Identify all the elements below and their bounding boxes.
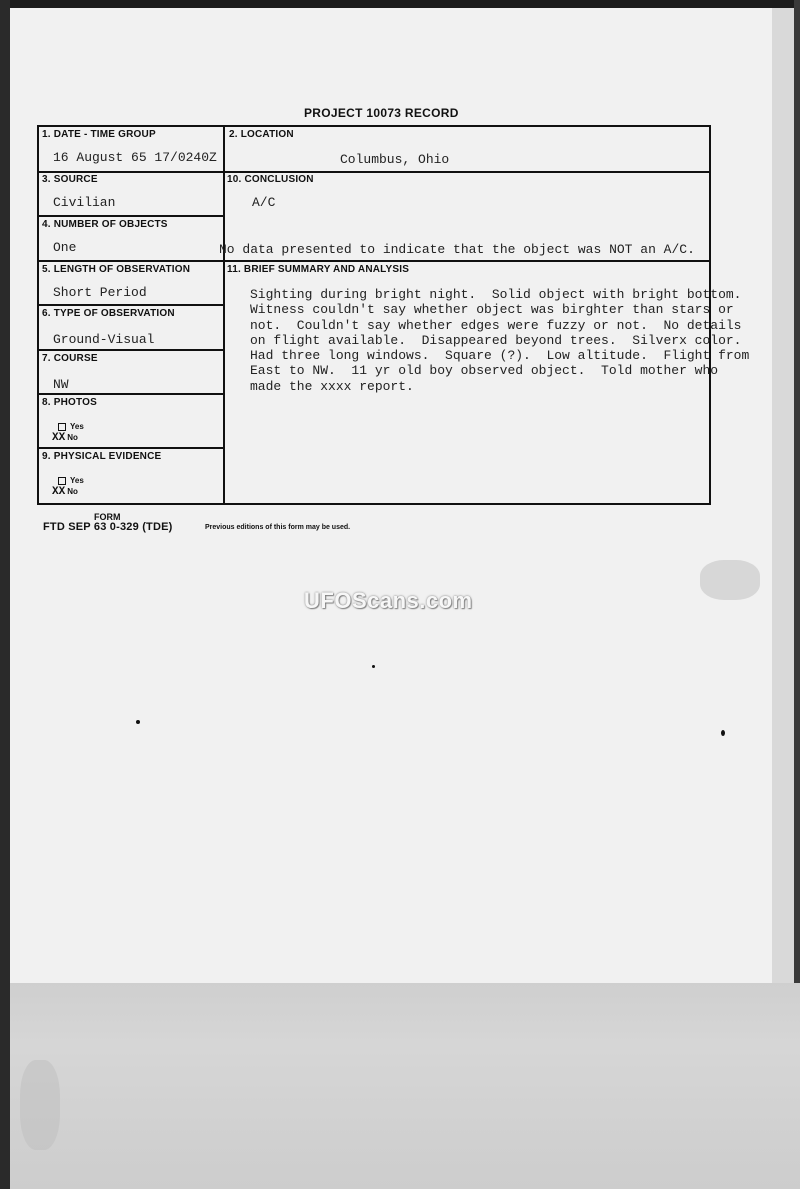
- summary-line: Witness couldn't say whether object was birghter than stars or: [250, 302, 734, 318]
- column-divider: [223, 127, 225, 503]
- num-objects-label: 4. NUMBER OF OBJECTS: [42, 219, 168, 230]
- scan-speck: [721, 730, 725, 736]
- summary-line: made the xxxx report.: [250, 378, 414, 394]
- row-divider: [39, 260, 223, 262]
- physical-no-mark: XX: [52, 486, 66, 498]
- physical-yes-label: Yes: [70, 476, 84, 485]
- summary-line: Had three long windows. Square (?). Low altitude. Flight from: [250, 348, 750, 364]
- watermark: UFOScans.com: [304, 588, 473, 613]
- row-divider: [39, 349, 223, 351]
- scan-edge-left: [0, 0, 10, 1189]
- location-label: 2. LOCATION: [229, 129, 294, 140]
- length-label: 5. LENGTH OF OBSERVATION: [42, 264, 191, 275]
- photos-label: 8. PHOTOS: [42, 397, 97, 408]
- photos-yes-label: Yes: [70, 422, 84, 431]
- course-value: NW: [53, 377, 69, 392]
- scan-speck: [372, 665, 375, 668]
- row-divider: [39, 447, 223, 449]
- source-value: Civilian: [53, 195, 116, 210]
- physical-no-option: [52, 486, 78, 498]
- row-divider: [223, 260, 711, 262]
- checkbox-icon: [58, 477, 66, 485]
- footer-note: Previous editions of this form may be used.: [205, 524, 351, 531]
- summary-line: East to NW. 11 yr old boy observed object. Told mother who: [250, 363, 719, 379]
- summary-line: Sighting during bright night. Solid object with bright bottom.: [250, 287, 742, 302]
- date-time-value: 16 August 65 17/0240Z: [53, 150, 217, 165]
- date-time-label: 1. DATE - TIME GROUP: [42, 129, 156, 140]
- physical-no-label: No: [67, 487, 78, 496]
- summary-label: 11. BRIEF SUMMARY AND ANALYSIS: [227, 264, 410, 275]
- row-divider: [223, 171, 711, 173]
- summary-line: not. Couldn't say whether edges were fuzzy or not. No details: [250, 317, 742, 333]
- scan-speck: [136, 720, 140, 724]
- physical-evidence-label: 9. PHYSICAL EVIDENCE: [42, 451, 162, 462]
- row-divider: [39, 393, 223, 395]
- photos-no-mark: XX: [52, 432, 66, 444]
- type-obs-label: 6. TYPE OF OBSERVATION: [42, 308, 175, 319]
- photos-no-label: No: [67, 433, 78, 442]
- summary-text: [250, 287, 750, 394]
- location-value: Columbus, Ohio: [340, 152, 450, 167]
- row-divider: [39, 171, 223, 173]
- physical-yes-option: [58, 476, 84, 485]
- conclusion-value: A/C: [252, 195, 276, 210]
- checkbox-icon: [58, 423, 66, 431]
- type-obs-value: Ground-Visual: [53, 332, 155, 347]
- row-divider: [39, 215, 223, 217]
- length-value: Short Period: [53, 285, 147, 300]
- footer-form-code: FTD SEP 63 0-329 (TDE): [43, 521, 173, 533]
- summary-line: on flight available. Disappeared beyond trees. Silverx color.: [250, 332, 742, 348]
- scan-smudge: [700, 560, 760, 600]
- footer-form-word: FORM: [94, 512, 121, 522]
- form-title: PROJECT 10073 RECORD: [304, 106, 459, 120]
- conclusion-label: 10. CONCLUSION: [227, 174, 314, 185]
- photos-yes-option: [58, 422, 84, 431]
- scan-background: [10, 983, 800, 1189]
- course-label: 7. COURSE: [42, 353, 98, 364]
- photos-no-option: [52, 432, 78, 444]
- conclusion-note: No data presented to indicate that the object was NOT an A/C.: [219, 242, 695, 257]
- scan-edge-top: [0, 0, 800, 8]
- source-label: 3. SOURCE: [42, 174, 98, 185]
- num-objects-value: One: [53, 240, 77, 255]
- scan-smudge: [20, 1060, 60, 1150]
- row-divider: [39, 304, 223, 306]
